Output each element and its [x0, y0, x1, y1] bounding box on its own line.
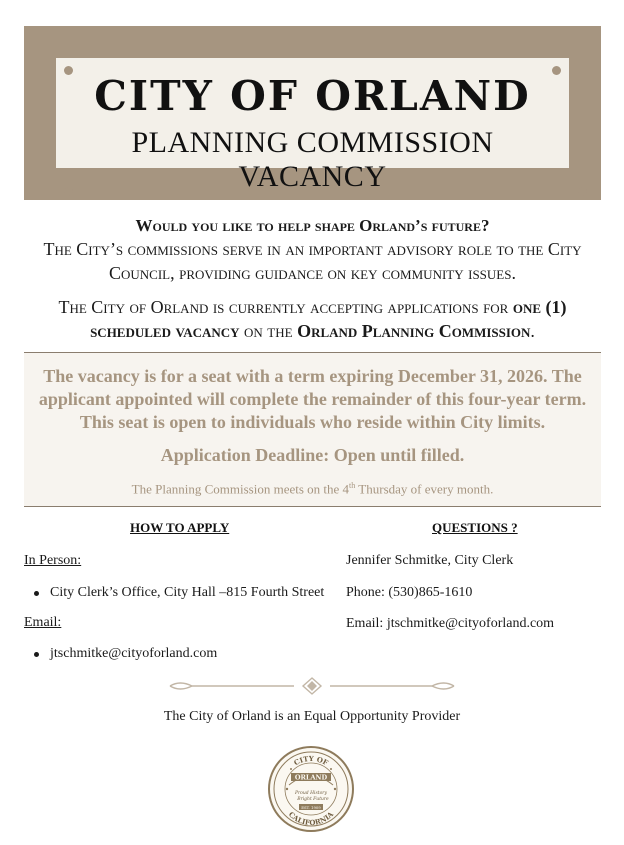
questions-heading: QUESTIONS ?: [432, 520, 518, 535]
bullet-icon: [34, 591, 39, 596]
announcement-text: on the: [239, 321, 298, 341]
seal-center-text: ORLAND: [294, 773, 328, 782]
equal-opportunity-statement: The City of Orland is an Equal Opportunity Provider: [163, 709, 461, 724]
intro-question: Would you like to help shape Orland’s future?: [135, 216, 490, 235]
vacancy-details-box: [24, 352, 601, 507]
meeting-schedule: [24, 481, 601, 497]
city-seal-icon: [267, 745, 355, 833]
how-to-apply-heading: HOW TO APPLY: [130, 520, 230, 535]
ornamental-divider-icon: [166, 677, 458, 695]
seal-year: EST. 1909: [301, 804, 321, 810]
meeting-ordinal: th: [349, 481, 356, 490]
announcement-text: The City of Orland is currently accepting applications for: [58, 297, 513, 317]
meeting-text: Thursday of every month.: [355, 481, 494, 497]
in-person-label: In Person:: [24, 553, 82, 568]
intro-paragraph: The City’s commissions serve in an important advisory role to the City Council, providing guidance on key community issues.: [43, 239, 582, 283]
vacancy-term-line: This seat is open to individuals who reside within City limits.: [79, 412, 546, 432]
page-title: CITY OF ORLAND: [94, 72, 531, 120]
announcement-text: .: [530, 321, 535, 341]
vacancy-announcement: [24, 295, 601, 343]
apply-email-link[interactable]: jtschmitke@cityoforland.com: [50, 646, 218, 661]
plaque-bolt-icon: [578, 187, 587, 196]
application-deadline: Application Deadline: Open until filled.: [160, 445, 465, 465]
vacancy-term: [24, 365, 601, 434]
vacancy-term-line: The vacancy is for a seat with a term expiring December 31, 2026. The: [43, 366, 582, 386]
in-person-location: City Clerk’s Office, City Hall –815 Fourth Street: [50, 585, 325, 600]
title-plaque: [56, 58, 569, 193]
seal-motto: Bright Future: [297, 797, 329, 802]
seal-top-text: CITY OF: [292, 753, 330, 768]
seal-motto: Proud History: [295, 791, 327, 796]
email-label: Email:: [24, 615, 62, 630]
bullet-icon: [34, 652, 39, 657]
header-banner: [24, 26, 601, 200]
meeting-text: The Planning Commission meets on the 4: [131, 481, 350, 497]
contact-name: Jennifer Schmitke, City Clerk: [346, 553, 514, 568]
announcement-vacancy: one (1) scheduled vacancy: [90, 297, 567, 341]
announcement-commission: Orland Planning Commission: [297, 321, 531, 341]
contact-email[interactable]: Email: jtschmitke@cityoforland.com: [346, 616, 555, 631]
seal-bottom-text: CALIFORNIA: [286, 809, 336, 828]
page-subtitle: PLANNING COMMISSION VACANCY: [131, 126, 494, 193]
contact-phone[interactable]: Phone: (530)865-1610: [346, 585, 473, 600]
vacancy-term-line: applicant appointed will complete the remainder of this four-year term.: [38, 389, 587, 409]
